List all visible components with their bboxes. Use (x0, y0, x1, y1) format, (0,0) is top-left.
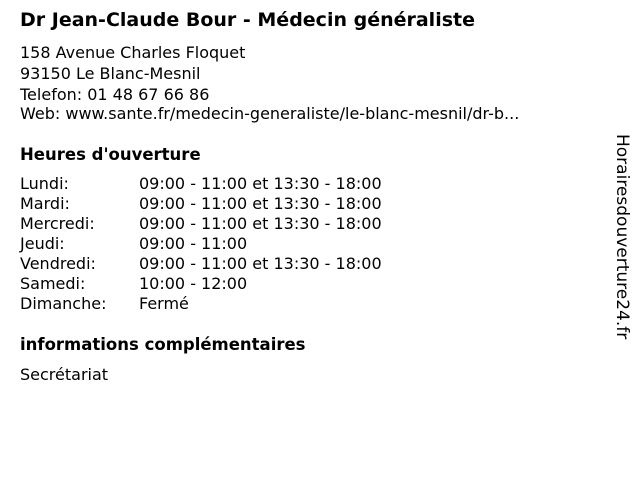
additional-info-text: Secrétariat (20, 365, 109, 384)
day-label: Lundi: (20, 174, 69, 193)
opening-hours-table (20, 174, 382, 314)
day-label: Samedi: (20, 274, 86, 293)
address-city: 93150 Le Blanc-Mesnil (20, 64, 201, 83)
day-label: Dimanche: (20, 294, 107, 313)
day-label: Jeudi: (20, 234, 65, 253)
day-label: Vendredi: (20, 254, 96, 273)
address-street: 158 Avenue Charles Floquet (20, 43, 246, 62)
site-brand-vertical: Horairesdouverture24.fr (612, 134, 632, 340)
hours-row-friday (20, 254, 382, 274)
time-value: Fermé (139, 294, 189, 313)
hours-row-wednesday (20, 214, 382, 234)
page-title: Dr Jean-Claude Bour - Médecin généraliste (20, 9, 475, 31)
time-value: 09:00 - 11:00 (139, 234, 248, 253)
phone-line: Telefon: 01 48 67 66 86 (20, 85, 210, 104)
hours-row-sunday (20, 294, 382, 314)
hours-row-saturday (20, 274, 382, 294)
time-value: 09:00 - 11:00 et 13:30 - 18:00 (139, 214, 382, 233)
time-value: 09:00 - 11:00 et 13:30 - 18:00 (139, 174, 382, 193)
website-link[interactable]: Web: www.sante.fr/medecin-generaliste/le-blanc-mesnil/dr-b... (20, 104, 520, 123)
opening-hours-heading: Heures d'ouverture (20, 145, 201, 164)
day-label: Mardi: (20, 194, 70, 213)
additional-info-heading: informations complémentaires (20, 335, 306, 354)
time-value: 10:00 - 12:00 (139, 274, 248, 293)
time-value: 09:00 - 11:00 et 13:30 - 18:00 (139, 194, 382, 213)
hours-row-monday (20, 174, 382, 194)
hours-row-thursday (20, 234, 382, 254)
day-label: Mercredi: (20, 214, 95, 233)
hours-row-tuesday (20, 194, 382, 214)
time-value: 09:00 - 11:00 et 13:30 - 18:00 (139, 254, 382, 273)
